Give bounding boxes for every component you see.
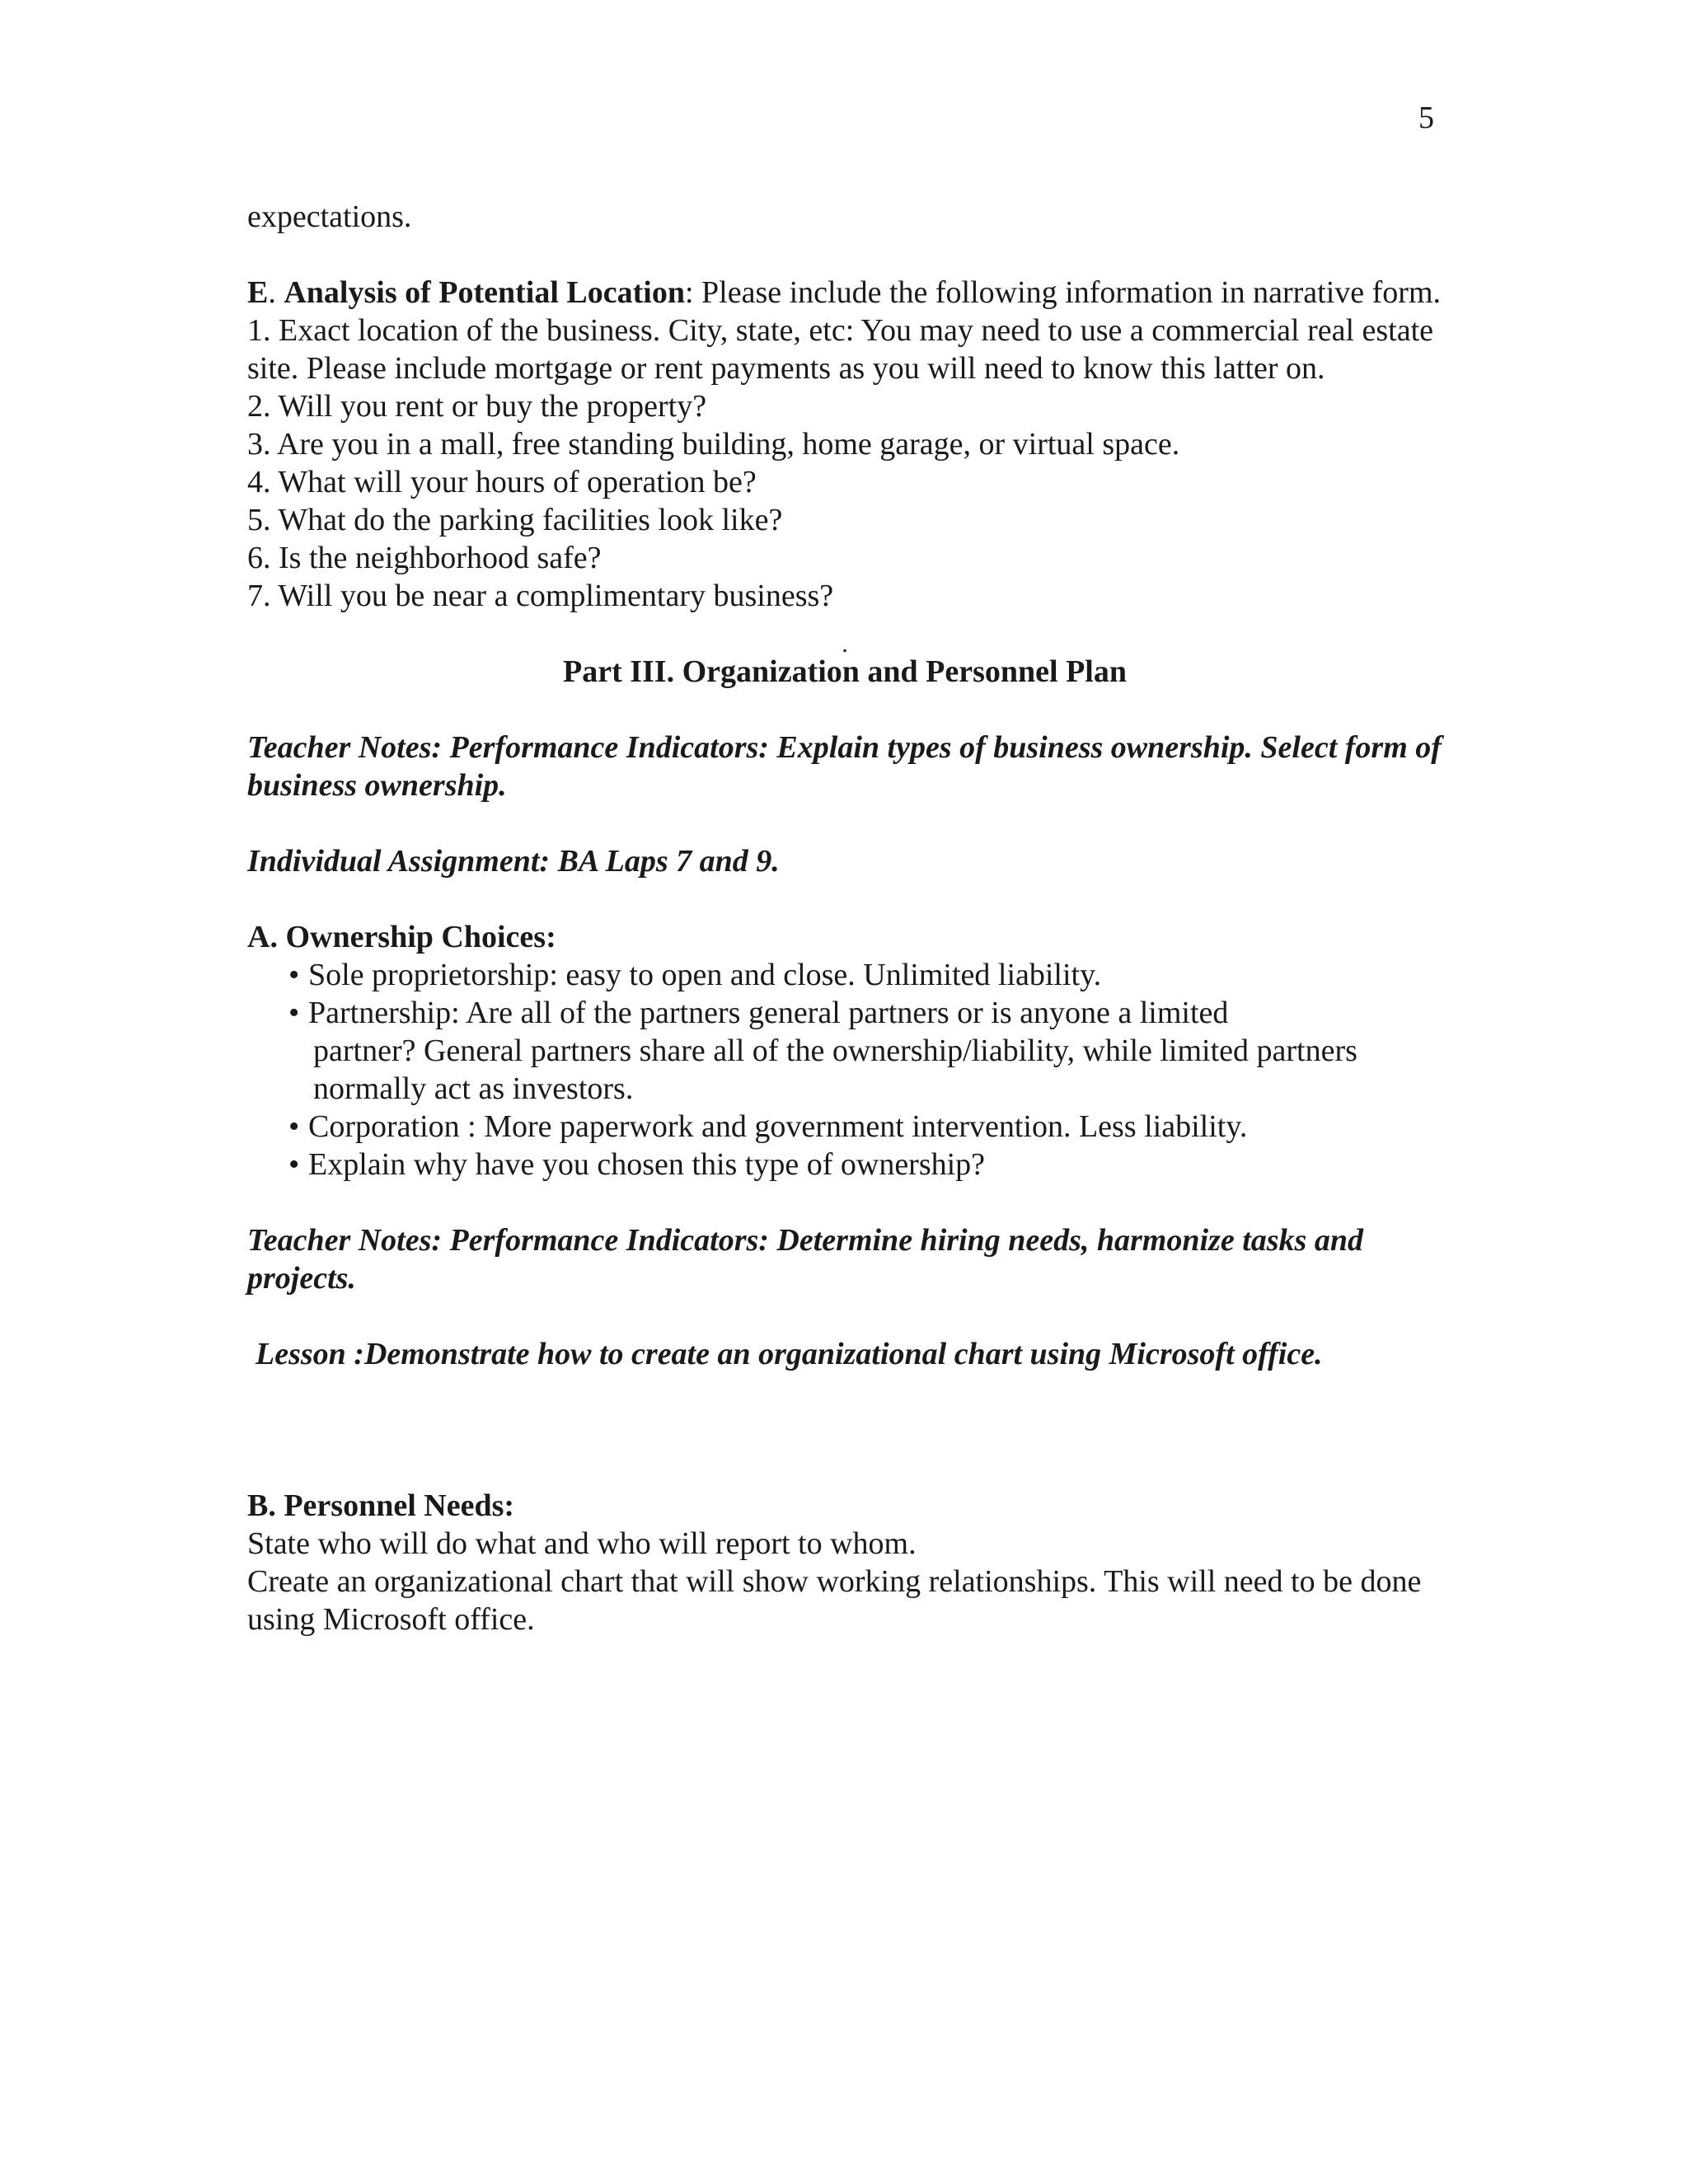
individual-assignment: Individual Assignment: BA Laps 7 and 9. bbox=[247, 844, 780, 879]
lesson-note: Lesson :Demonstrate how to create an organizational chart using Microsoft office. bbox=[256, 1337, 1323, 1371]
ownership-choices-heading: A. Ownership Choices: bbox=[247, 920, 556, 954]
ownership-choice-text: Sole proprietorship: easy to open and close. Unlimited liability. bbox=[308, 958, 1102, 992]
location-question: 2. Will you rent or buy the property? bbox=[247, 389, 707, 424]
location-question: 7. Will you be near a complimentary business? bbox=[247, 579, 834, 613]
section-e-lead: : Please include the following information in narrative form. bbox=[684, 275, 1442, 310]
bullet-glyph: • bbox=[288, 996, 300, 1030]
personnel-needs-heading: B. Personnel Needs: bbox=[247, 1488, 515, 1523]
ownership-choices-list bbox=[247, 956, 1442, 1183]
ownership-choice-text: Partnership: Are all of the partners general partners or is anyone a limited bbox=[308, 996, 1229, 1030]
list-item bbox=[288, 1108, 1442, 1146]
location-question: 4. What will your hours of operation be? bbox=[247, 465, 757, 499]
location-question: 6. Is the neighborhood safe? bbox=[247, 541, 602, 575]
bullet-glyph: • bbox=[288, 1147, 300, 1182]
personnel-needs-line: Create an organizational chart that will show working relationships. This will need to be done using Microsoft office. bbox=[247, 1564, 1422, 1637]
location-question-list bbox=[247, 312, 1442, 615]
part-iii-heading: Part III. Organization and Personnel Plan bbox=[562, 654, 1128, 689]
bullet-glyph: • bbox=[288, 958, 300, 992]
ownership-choice-text: Explain why have you chosen this type of ownership? bbox=[308, 1147, 986, 1182]
teacher-notes-ownership: Teacher Notes: Performance Indicators: Explain types of business ownership. Select form of business ownership. bbox=[247, 730, 1442, 803]
location-question: 5. What do the parking facilities look like? bbox=[247, 503, 783, 537]
list-item bbox=[288, 956, 1442, 994]
section-e-title: Analysis of Potential Location bbox=[284, 275, 685, 310]
bullet-glyph: • bbox=[288, 1109, 300, 1144]
location-question: 3. Are you in a mall, free standing building, home garage, or virtual space. bbox=[247, 427, 1180, 462]
list-item bbox=[288, 1146, 1442, 1183]
separator-dot: . bbox=[842, 630, 848, 658]
section-e-letter: E bbox=[247, 275, 269, 310]
teacher-notes-hiring: Teacher Notes: Performance Indicators: Determine hiring needs, harmonize tasks and projects. bbox=[247, 1223, 1363, 1296]
list-item bbox=[288, 994, 1442, 1108]
intro-continuation: expectations. bbox=[247, 199, 412, 234]
ownership-choice-text: Corporation : More paperwork and government intervention. Less liability. bbox=[308, 1109, 1248, 1144]
location-question: 1. Exact location of the business. City, state, etc: You may need to use a commercial real estate site. Please include mortgage or rent payments as you will need to know this latter on. bbox=[247, 313, 1434, 386]
page-number: 5 bbox=[1418, 101, 1434, 135]
personnel-needs-line: State who will do what and who will report to whom. bbox=[247, 1526, 917, 1561]
section-e-intro: E. Analysis of Potential Location: Please include the following information in narrative form. bbox=[247, 275, 1442, 310]
ownership-choice-continuation: partner? General partners share all of the ownership/liability, while limited partners normally act as investors. bbox=[313, 1033, 1357, 1106]
page-content bbox=[247, 198, 1442, 1638]
